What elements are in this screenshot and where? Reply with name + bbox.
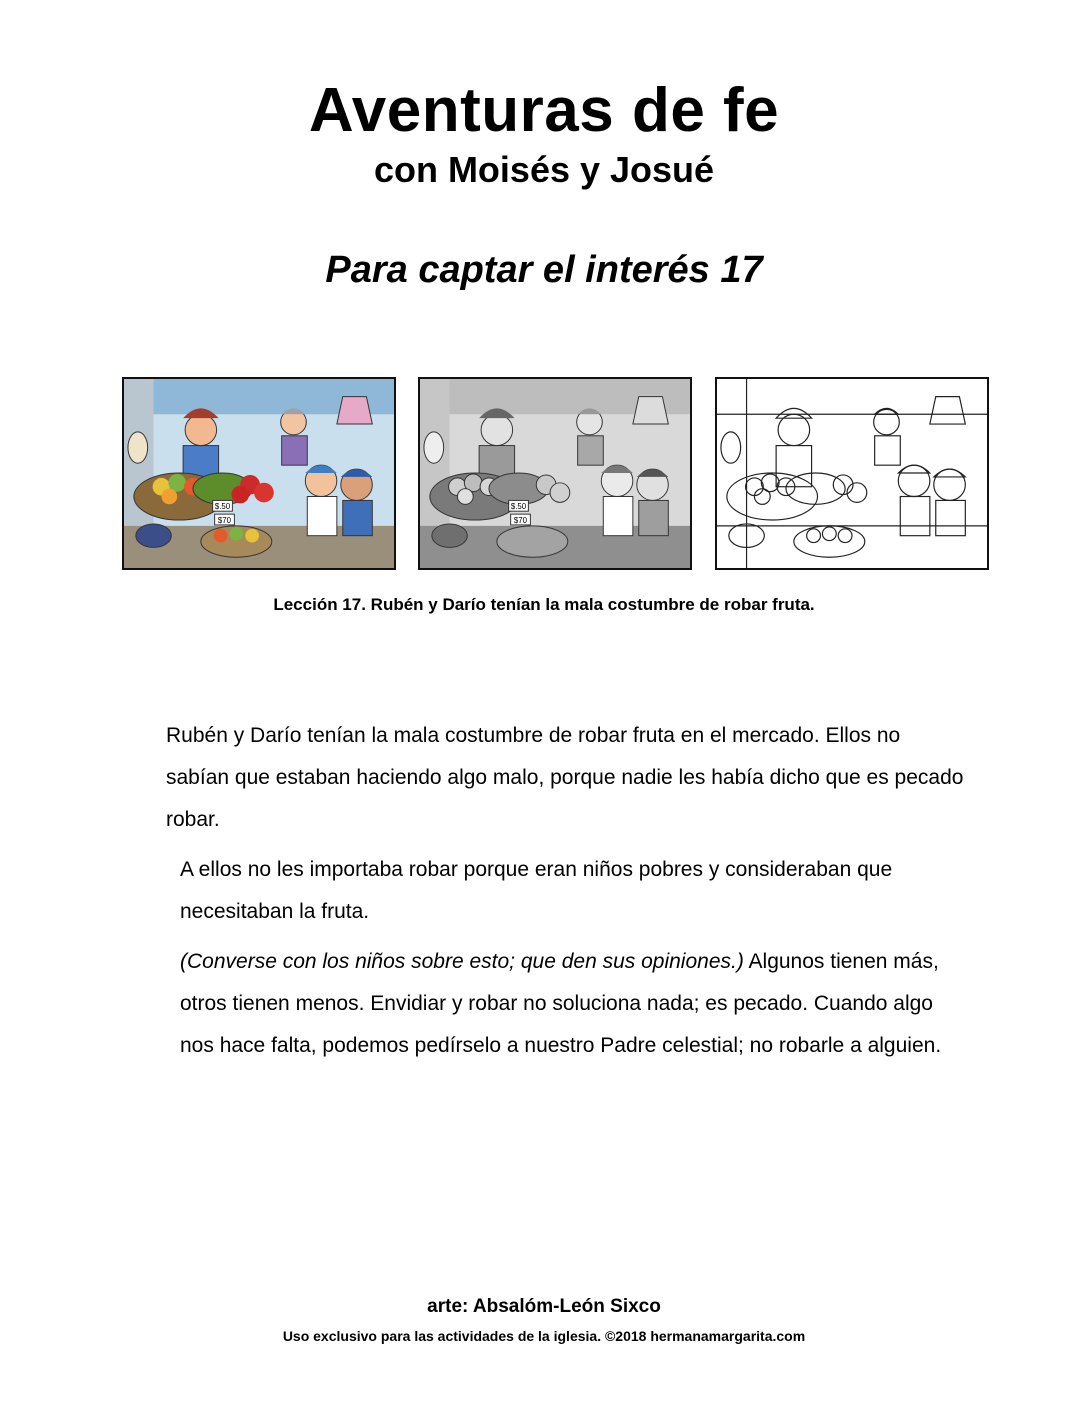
teacher-note: (Converse con los niños sobre esto; que den sus opiniones.) xyxy=(180,950,744,973)
price-tag: $.50 xyxy=(214,502,231,512)
page-subtitle: con Moisés y Josué xyxy=(373,149,715,190)
price-tag: $70 xyxy=(217,515,232,525)
illustration-caption: Lección 17. Rubén y Darío tenían la mala costumbre de robar fruta. xyxy=(273,595,815,614)
paragraph-2: A ellos no les importaba robar porque eran niños pobres y consideraban que necesitaban la fruta. xyxy=(180,858,893,923)
illustration-panel-color xyxy=(122,377,396,570)
lesson-text xyxy=(166,715,966,1075)
section-heading: Para captar el interés 17 xyxy=(325,249,763,291)
page-title: Aventuras de fe xyxy=(308,76,780,145)
price-tag: $.50 xyxy=(510,502,527,512)
illustration-panel-grayscale xyxy=(418,377,692,570)
art-credit: arte: Absalóm-León Sixco xyxy=(427,1296,661,1317)
paragraph-1: Rubén y Darío tenían la mala costumbre de robar fruta en el mercado. Ellos no sabían que estaban haciendo algo malo, porque nadie les había dicho que es pecado robar. xyxy=(166,724,964,831)
copyright-notice: Uso exclusivo para las actividades de la iglesia. ©2018 hermanamargarita.com xyxy=(282,1328,806,1344)
paragraph-3-text: Algunos tienen más, otros tienen menos. Envidiar y robar no soluciona nada; es pecado. Cuando algo nos hace falta, podemos pedírselo a nuestro Padre celestial; no robarle a alguien. xyxy=(180,950,942,1057)
illustration-panel-line-art xyxy=(715,377,989,570)
price-tag: $70 xyxy=(513,515,528,525)
paragraph-3 xyxy=(166,941,966,1067)
